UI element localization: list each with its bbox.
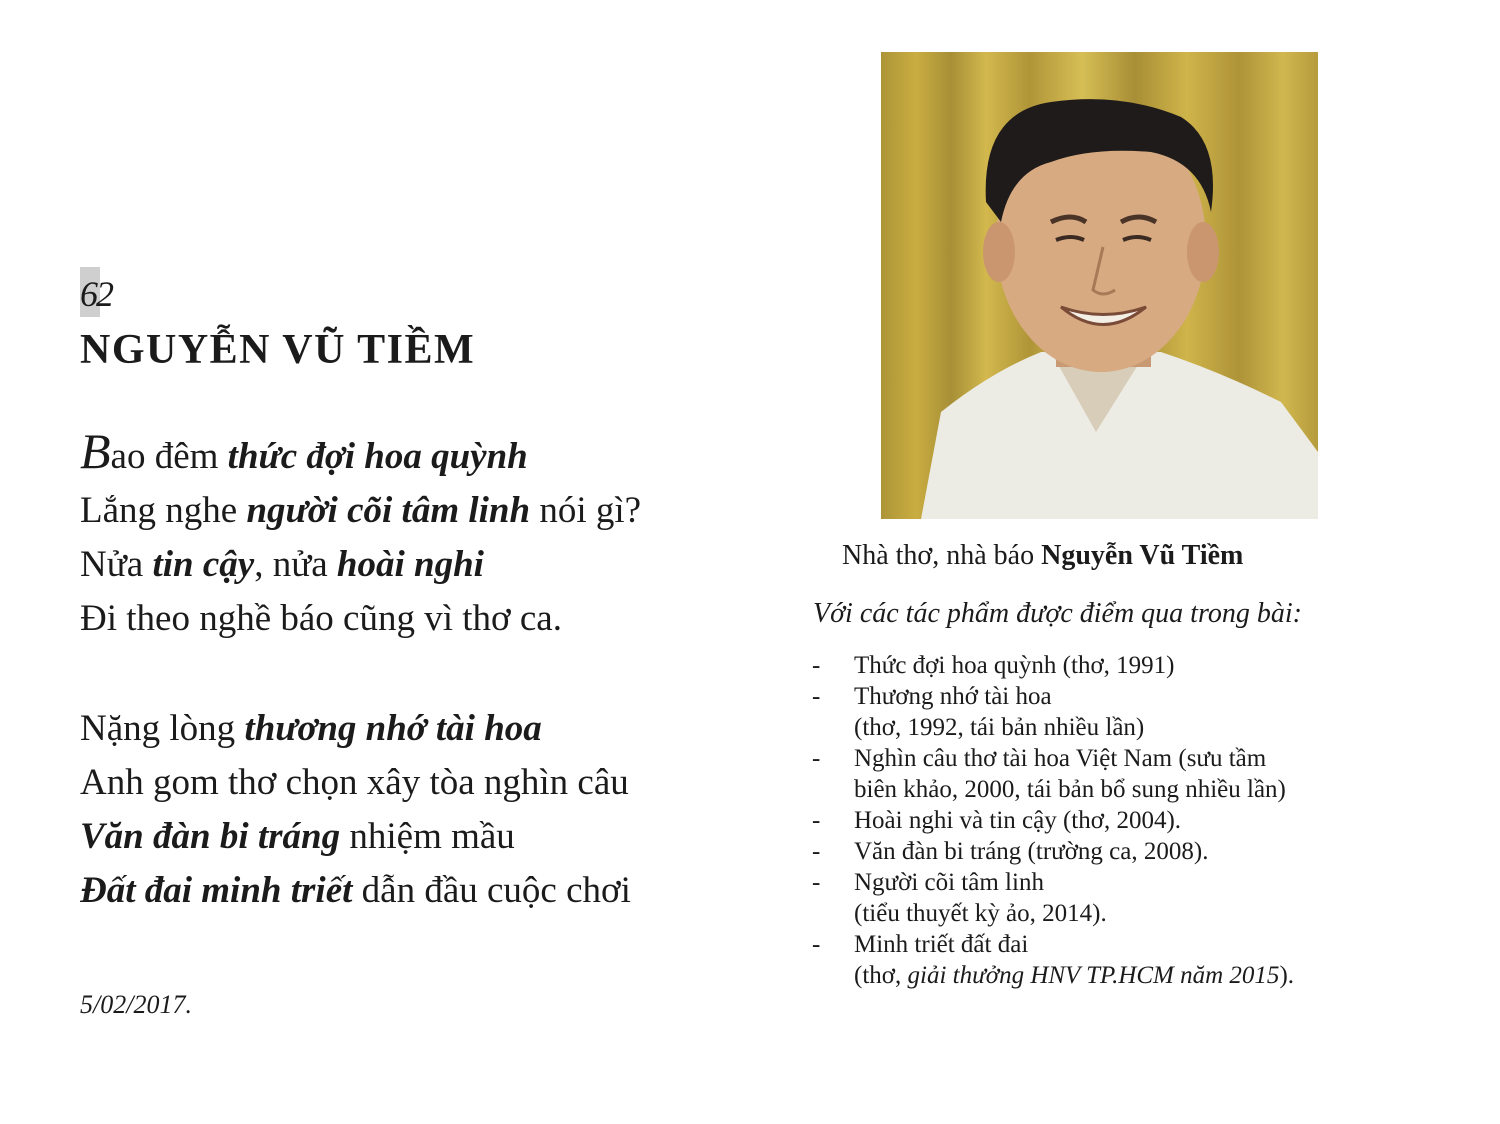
poem-line: [80, 484, 641, 538]
poem-line: [80, 702, 631, 756]
work-text: (thơ, 1992, tái bản nhiều lần): [854, 714, 1145, 741]
drop-cap: B: [80, 423, 111, 479]
emphasized-title: hoài nghi: [336, 544, 484, 585]
poem-line: [80, 756, 631, 810]
works-list-item: [812, 650, 1294, 681]
works-list-item: [812, 743, 1294, 805]
list-dash: -: [812, 869, 821, 896]
poem-text: nhiệm mầu: [340, 816, 515, 857]
works-intro: Với các tác phẩm được điểm qua trong bài:: [813, 598, 1302, 629]
poem-text: Anh gom thơ chọn xây tòa nghìn câu: [80, 762, 629, 803]
works-list-item: [812, 805, 1294, 836]
poem-text: ao đêm: [110, 436, 228, 477]
poem-date: 5/02/2017.: [80, 990, 192, 1019]
poet-portrait-photo: [881, 52, 1318, 519]
work-text: Người cõi tâm linh: [854, 869, 1044, 896]
emphasized-title: người cõi tâm linh: [246, 490, 531, 531]
poem-text: Lắng nghe: [80, 490, 247, 531]
poem-text: Nặng lòng: [80, 708, 245, 749]
caption-poet-name: Nguyễn Vũ Tiềm: [1041, 540, 1244, 571]
list-dash: -: [812, 683, 821, 710]
list-dash: -: [812, 745, 821, 772]
photo-caption: Nhà thơ, nhà báo Nguyễn Vũ Tiềm: [842, 540, 1244, 571]
portrait-illustration: [881, 52, 1318, 519]
list-dash: -: [812, 807, 821, 834]
poet-name-heading: NGUYỄN VŨ TIỀM: [80, 327, 476, 373]
works-list-item: [812, 929, 1294, 991]
work-text: Thức đợi hoa quỳnh (thơ, 1991): [854, 652, 1175, 679]
poem-text: dẫn đầu cuộc chơi: [352, 870, 631, 911]
works-list: [812, 650, 1294, 991]
poem-column: [80, 0, 740, 1124]
poem-stanza-2: [80, 702, 631, 918]
poem-text: Đi theo nghề báo cũng vì thơ ca.: [80, 598, 562, 639]
work-text: (thơ, giải thưởng HNV TP.HCM năm 2015).: [854, 962, 1295, 989]
poem-line: [80, 538, 641, 592]
work-text: Minh triết đất đai: [854, 931, 1029, 958]
emphasized-title: thức đợi hoa quỳnh: [227, 436, 528, 477]
poem-line: [80, 592, 641, 646]
list-dash: -: [812, 838, 821, 865]
poem-text: Nửa: [80, 544, 153, 585]
poem-stanza-1: [80, 423, 642, 646]
work-text: (tiểu thuyết kỳ ảo, 2014).: [854, 900, 1107, 927]
works-list-item: [812, 836, 1294, 867]
list-dash: -: [812, 931, 821, 958]
emphasized-title: Đất đai minh triết: [80, 870, 353, 911]
works-list-item: [812, 681, 1294, 743]
works-list-item: [812, 867, 1294, 929]
work-text: Hoài nghi và tin cậy (thơ, 2004).: [854, 807, 1182, 834]
emphasized-title: tin cậy: [152, 544, 255, 585]
emphasized-title: Văn đàn bi tráng: [80, 816, 341, 857]
poem-text: nói gì?: [530, 490, 642, 531]
work-text: Nghìn câu thơ tài hoa Việt Nam (sưu tầm: [854, 745, 1267, 772]
poem-line: [80, 864, 631, 918]
list-dash: -: [812, 652, 821, 679]
poem-text: , nửa: [254, 544, 337, 585]
award-text: giải thưởng HNV TP.HCM năm 2015: [907, 962, 1280, 989]
emphasized-title: thương nhớ tài hoa: [244, 708, 542, 749]
section-number: 62: [80, 272, 112, 316]
poem-line: [80, 810, 631, 864]
work-text: Văn đàn bi tráng (trường ca, 2008).: [854, 838, 1209, 865]
work-text: Thương nhớ tài hoa: [854, 683, 1052, 710]
poem-line: [80, 423, 641, 484]
work-text: biên khảo, 2000, tái bản bổ sung nhiều lần): [854, 776, 1286, 803]
